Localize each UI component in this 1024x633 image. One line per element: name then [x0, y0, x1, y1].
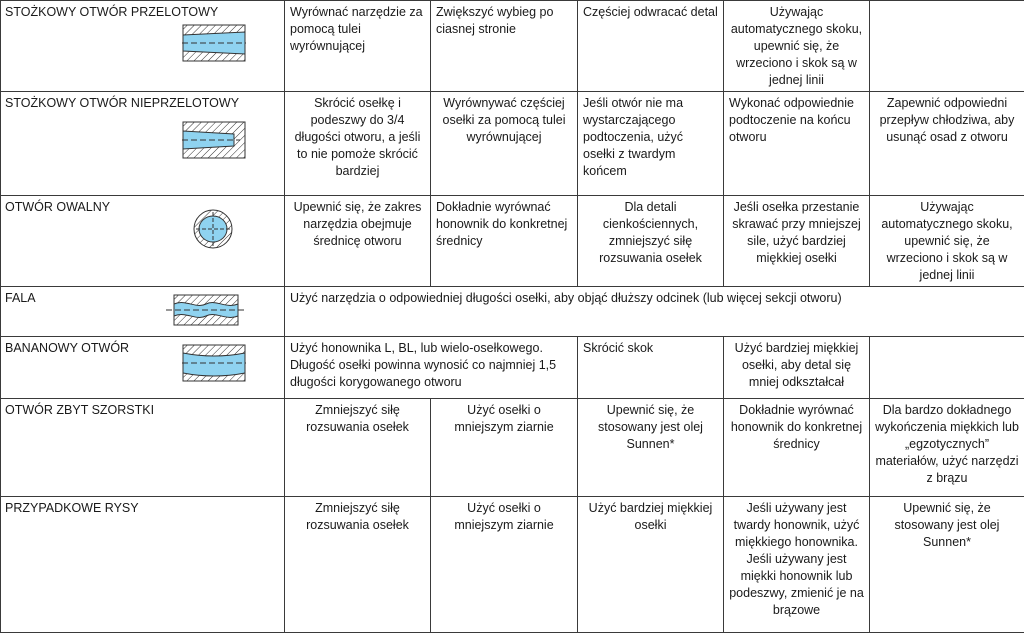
table-row	[1, 337, 1024, 399]
remedy-cell: Zapewnić odpowiedni przepływ chłodziwa, aby usunąć osad z otworu	[870, 92, 1024, 196]
remedy-cell: Zwiększyć wybieg po ciasnej stronie	[431, 1, 578, 92]
remedy-cell: Zmniejszyć siłę rozsuwania osełek	[285, 399, 431, 497]
remedy-cell: Używając automatycznego skoku, upewnić się, że wrzeciono i skok są w jednej linii	[724, 1, 870, 92]
table-row	[1, 497, 1024, 633]
problem-cell	[1, 92, 285, 196]
problem-name: STOŻKOWY OTWÓR NIEPRZELOTOWY	[5, 95, 280, 112]
remedy-cell: Dla bardzo dokładnego wykończenia miękkich lub „egzotycznych” materiałów, użyć narzędzi z brązu	[870, 399, 1024, 497]
remedy-cell: Użyć narzędzia o odpowiedniej długości osełki, aby objąć dłuższy odcinek (lub więcej sekcji otworu)	[285, 287, 1024, 337]
remedy-cell: Używając automatycznego skoku, upewnić się, że wrzeciono i skok są w jednej linii	[870, 196, 1024, 287]
problem-name: FALA	[5, 290, 280, 307]
problem-cell	[1, 287, 285, 337]
problem-name: OTWÓR ZBYT SZORSTKI	[5, 402, 280, 419]
remedy-cell: Użyć honownika L, BL, lub wielo-osełkowego. Długość osełki powinna wynosić co najmniej 1,5 długości korygowanego otworu	[285, 337, 578, 399]
remedy-cell: Użyć bardziej miękkiej osełki	[578, 497, 724, 633]
remedy-cell: Skrócić skok	[578, 337, 724, 399]
remedy-cell: Dokładnie wyrównać honownik do konkretnej średnicy	[431, 196, 578, 287]
remedy-cell: Jeśli używany jest twardy honownik, użyć miękkiego honownika. Jeśli używany jest miękki honownik lub podeszwy, zmienić je na brązowe	[724, 497, 870, 633]
problem-cell	[1, 337, 285, 399]
problem-cell	[1, 196, 285, 287]
table-row	[1, 287, 1024, 337]
remedy-cell: Upewnić się, że stosowany jest olej Sunnen*	[870, 497, 1024, 633]
table-row	[1, 1, 1024, 92]
remedy-cell: Skrócić osełkę i podeszwy do 3/4 długości otworu, a jeśli to nie pomoże skrócić bardziej	[285, 92, 431, 196]
tapered-blind-bore-icon	[182, 120, 246, 160]
remedy-cell: Wyrównywać częściej osełki za pomocą tulei wyrównującej	[431, 92, 578, 196]
problem-name: STOŻKOWY OTWÓR PRZELOTOWY	[5, 4, 280, 21]
remedy-cell: Użyć osełki o mniejszym ziarnie	[431, 399, 578, 497]
remedy-cell: Użyć bardziej miękkiej osełki, aby detal się mniej odkształcał	[724, 337, 870, 399]
remedy-cell: Jeśli otwór nie ma wystarczającego podtoczenia, użyć osełki z twardym końcem	[578, 92, 724, 196]
table-row	[1, 92, 1024, 196]
table-row	[1, 399, 1024, 497]
wavy-bore-icon	[166, 293, 246, 327]
tapered-through-bore-icon	[182, 23, 246, 63]
remedy-cell: Zmniejszyć siłę rozsuwania osełek	[285, 497, 431, 633]
problem-cell	[1, 497, 285, 633]
problem-cell	[1, 1, 285, 92]
remedy-cell: Dla detali cienkościennych, zmniejszyć siłę rozsuwania osełek	[578, 196, 724, 287]
oval-bore-icon	[192, 208, 234, 250]
problem-cell	[1, 399, 285, 497]
remedy-cell: Upewnić się, że zakres narzędzia obejmuje średnicę otworu	[285, 196, 431, 287]
banana-bore-icon	[182, 343, 246, 383]
remedy-cell: Użyć osełki o mniejszym ziarnie	[431, 497, 578, 633]
remedy-cell: Wykonać odpowiednie podtoczenie na końcu otworu	[724, 92, 870, 196]
remedy-cell	[870, 337, 1024, 399]
problem-name: OTWÓR OWALNY	[5, 199, 280, 216]
remedy-cell	[870, 1, 1024, 92]
table-row	[1, 196, 1024, 287]
remedy-cell: Jeśli osełka przestanie skrawać przy mniejszej sile, użyć bardziej miękkiej osełki	[724, 196, 870, 287]
remedy-cell: Upewnić się, że stosowany jest olej Sunnen*	[578, 399, 724, 497]
remedy-cell: Wyrównać narzędzie za pomocą tulei wyrównującej	[285, 1, 431, 92]
remedy-cell: Dokładnie wyrównać honownik do konkretnej średnicy	[724, 399, 870, 497]
problem-name: BANANOWY OTWÓR	[5, 340, 280, 357]
problem-name: PRZYPADKOWE RYSY	[5, 500, 280, 517]
remedy-cell: Częściej odwracać detal	[578, 1, 724, 92]
